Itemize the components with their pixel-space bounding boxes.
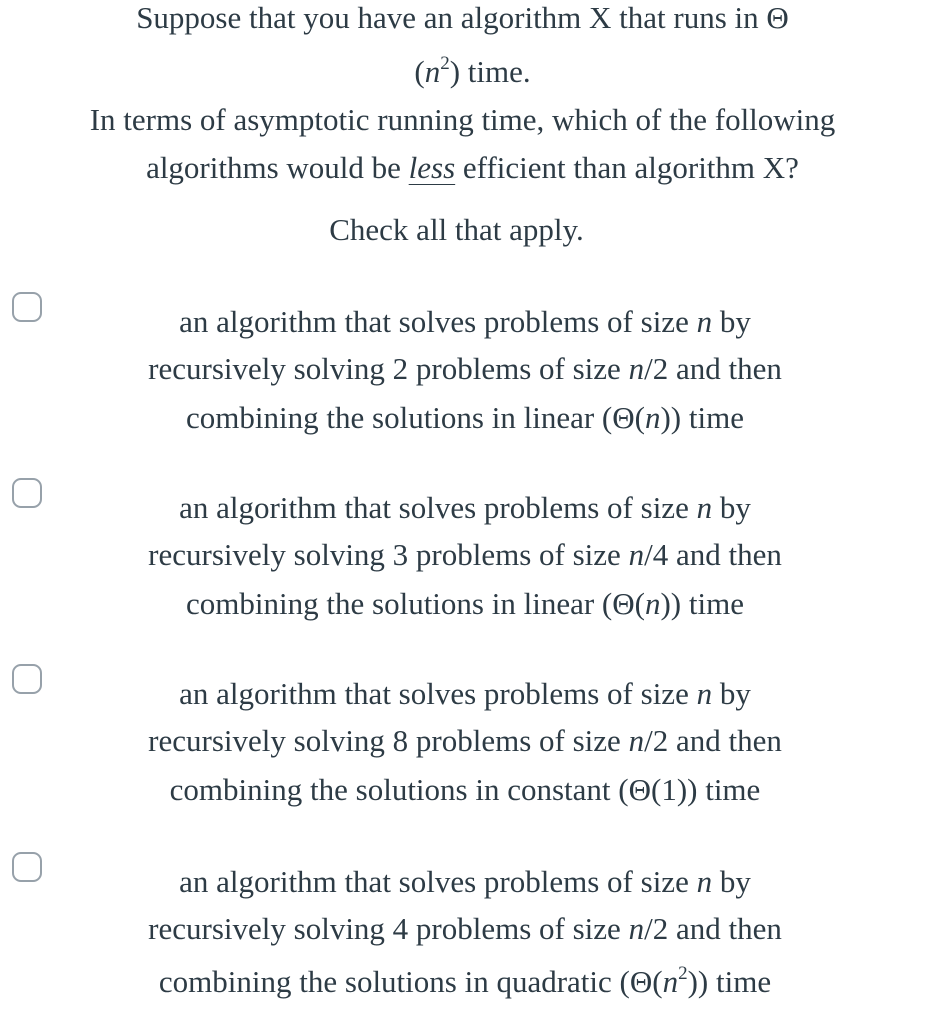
option-3-line-2-pre: recursively solving 8 problems of size (148, 723, 621, 758)
option-2-line-2-post: /4 and then (644, 537, 782, 572)
option-1-line-1-post: by (719, 304, 751, 339)
option-1-line-3-post: )) time (660, 400, 744, 435)
question-line-4 (0, 148, 945, 188)
option-4-line-3 (0, 962, 930, 1002)
exponent: 2 (440, 52, 450, 74)
instruction-label: Check all that apply. (329, 212, 584, 247)
question-line-3 (0, 100, 935, 140)
option-3-line-1-pre: an algorithm that solves problems of size (179, 676, 689, 711)
option-2-line-3-pre: combining the solutions in linear (Θ( (186, 586, 645, 621)
math-n: n (696, 304, 713, 339)
option-4-line-2 (0, 909, 930, 949)
question-line-4-post: efficient than algorithm X? (462, 150, 799, 185)
emphasis-less: less (408, 150, 456, 185)
option-2-line-3 (0, 584, 930, 624)
math-n: n (644, 586, 661, 621)
question-line-2-text: ) time. (449, 54, 531, 89)
option-3-line-1-post: by (719, 676, 751, 711)
option-1-line-3 (0, 398, 930, 438)
option-4-line-1-post: by (719, 864, 751, 899)
option-2-line-3-post: )) time (660, 586, 744, 621)
option-4-line-3-pre: combining the solutions in quadratic (Θ( (158, 964, 663, 999)
question-line-1 (0, 0, 935, 38)
math-n: n (628, 911, 645, 946)
option-4-line-1-pre: an algorithm that solves problems of size (179, 864, 689, 899)
option-2-line-1-post: by (719, 490, 751, 525)
option-2-line-2 (0, 535, 930, 575)
option-1-line-1 (0, 302, 930, 342)
option-1-line-2-pre: recursively solving 2 problems of size (148, 351, 621, 386)
option-1-line-3-pre: combining the solutions in linear (Θ( (186, 400, 645, 435)
question-line-3-text: In terms of asymptotic running time, which of the following (89, 102, 836, 137)
math-n: n (628, 537, 645, 572)
option-4-line-1 (0, 862, 930, 902)
option-4-line-2-pre: recursively solving 4 problems of size (148, 911, 621, 946)
math-n: n (628, 723, 645, 758)
option-1-line-1-pre: an algorithm that solves problems of size (179, 304, 689, 339)
option-3-line-3 (0, 770, 930, 810)
question-line-4-pre: algorithms would be (146, 150, 401, 185)
question-line-2 (0, 52, 945, 92)
math-n: n (644, 400, 661, 435)
math-n: n (662, 964, 679, 999)
math-n: n (696, 490, 713, 525)
instruction-text (0, 210, 929, 250)
option-2-line-1 (0, 488, 930, 528)
option-2-line-1-pre: an algorithm that solves problems of size (179, 490, 689, 525)
option-1-line-2-post: /2 and then (644, 351, 782, 386)
math-n: n (424, 54, 441, 89)
option-3-line-3-pre: combining the solutions in constant (Θ(1)) time (169, 772, 761, 807)
option-4-line-2-post: /2 and then (644, 911, 782, 946)
option-3-line-2 (0, 721, 930, 761)
math-n: n (696, 864, 713, 899)
paren-open: ( (414, 54, 425, 89)
option-4-line-3-post: )) time (687, 964, 772, 999)
math-n: n (628, 351, 645, 386)
option-3-line-1 (0, 674, 930, 714)
option-1-line-2 (0, 349, 930, 389)
option-2-line-2-pre: recursively solving 3 problems of size (148, 537, 621, 572)
option-3-line-2-post: /2 and then (644, 723, 782, 758)
exponent: 2 (678, 962, 688, 984)
question-line-1-text: Suppose that you have an algorithm X that runs in Θ (136, 0, 789, 35)
math-n: n (696, 676, 713, 711)
